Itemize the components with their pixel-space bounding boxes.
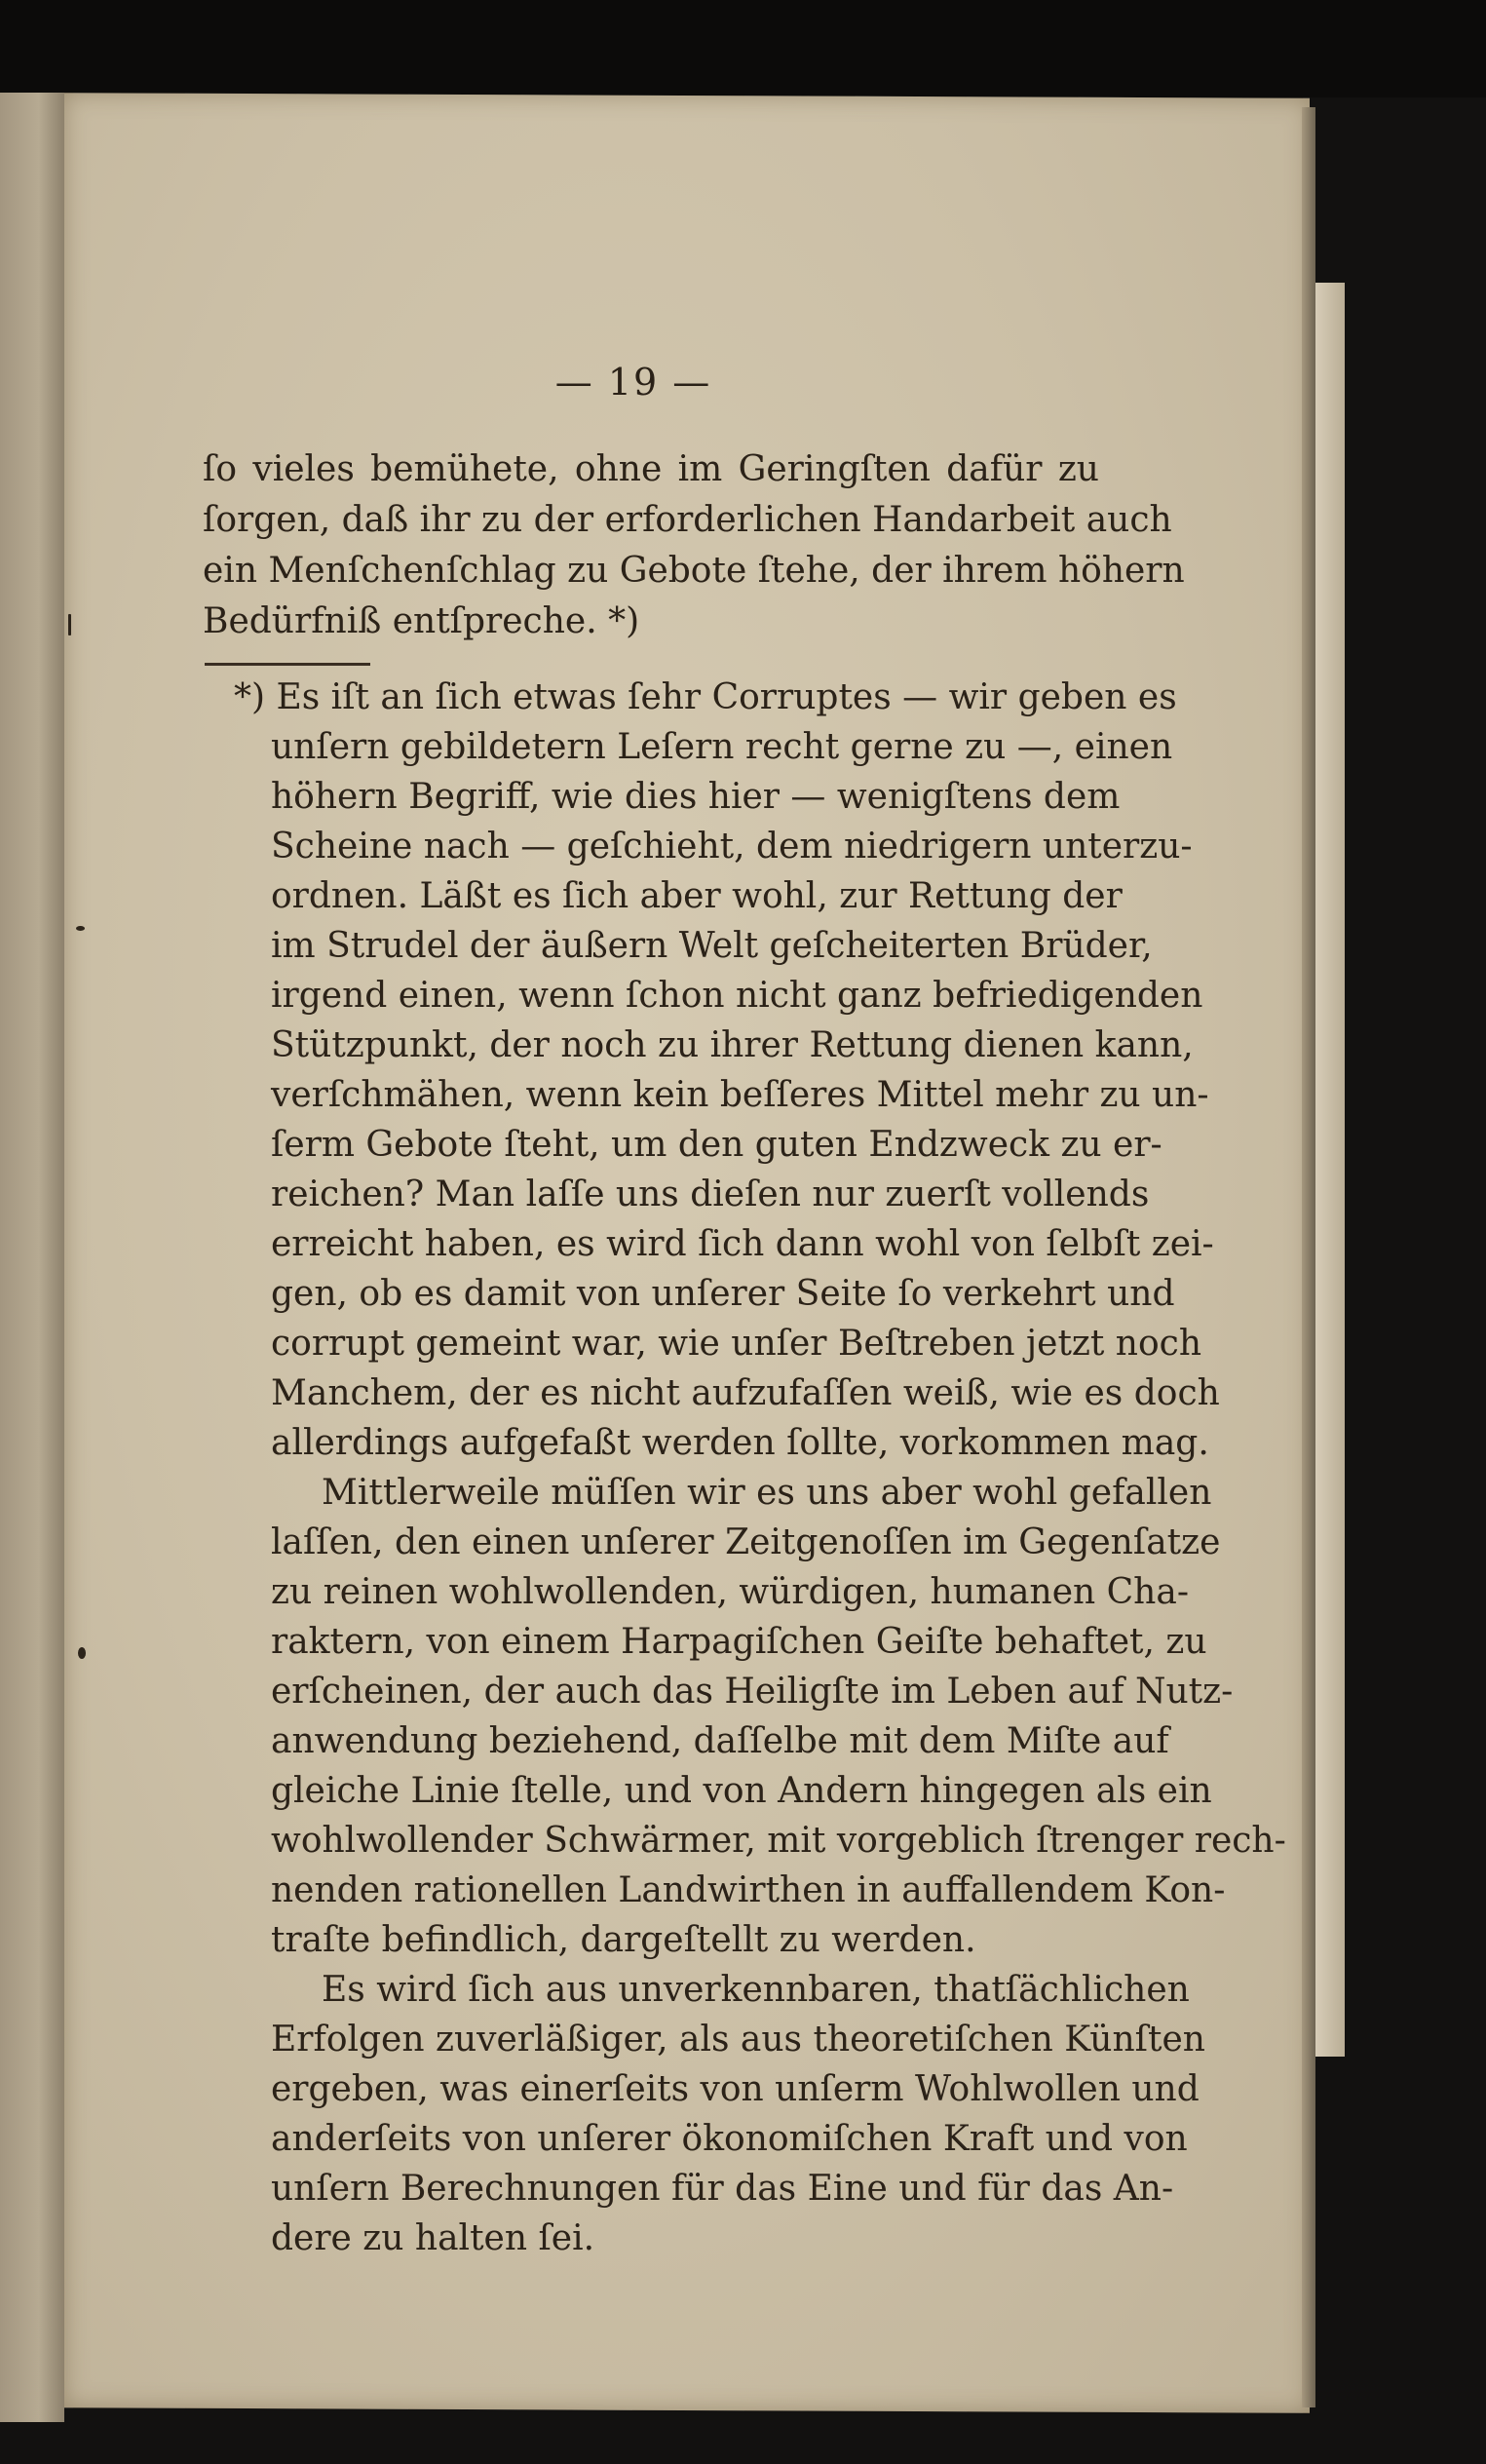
footnote-line: verſchmähen, wenn kein beſſeres Mittel mehr zu un-	[271, 1075, 1209, 1115]
footnote-line: reichen? Man laſſe uns dieſen nur zuerſt vollends	[271, 1174, 1150, 1214]
footnote-line: Manchem, der es nicht aufzufaſſen weiß, wie es doch	[271, 1373, 1220, 1413]
footnote-line: Es wird ſich aus unverkennbaren, thatſächlichen	[322, 1970, 1190, 2010]
main-text-line: ſorgen, daß ihr zu der erforderlichen Handarbeit auch	[203, 500, 1172, 540]
footnote-line: zu reinen wohlwollenden, würdigen, humanen Cha-	[271, 1572, 1189, 1612]
scan-background	[0, 0, 1486, 97]
footnote-line: *) Es iſt an ſich etwas ſehr Corruptes — wir geben es	[234, 677, 1177, 717]
footnote-line: Erfolgen zuverläßiger, als aus theoretiſchen Künſten	[271, 2020, 1205, 2060]
footnote-line: Mittlerweile müſſen wir es uns aber wohl gefallen	[322, 1473, 1212, 1513]
main-text-line: ſo vieles bemühete, ohne im Geringſten dafür zu	[203, 449, 1099, 489]
main-text-line: Bedürfniß entſpreche. *)	[203, 601, 640, 641]
footnote-line: gen, ob es damit von unſerer Seite ſo verkehrt und	[271, 1274, 1175, 1314]
footnote-line: ergeben, was einerſeits von unſerm Wohlwollen und	[271, 2069, 1200, 2109]
footnote-line: allerdings aufgefaßt werden ſollte, vorkommen mag.	[271, 1423, 1209, 1463]
footnote-line: Stützpunkt, der noch zu ihrer Rettung dienen kann,	[271, 1025, 1194, 1065]
footnote-line: anwendung beziehend, daſſelbe mit dem Miſte auf	[271, 1721, 1169, 1761]
footnote-line: ordnen. Läßt es ſich aber wohl, zur Rettung der	[271, 876, 1123, 916]
footnote-line: erſcheinen, der auch das Heiligſte im Leben auf Nutz-	[271, 1672, 1234, 1712]
facing-page-edge	[0, 93, 64, 2422]
ink-fleck	[76, 926, 85, 931]
footnote-line: corrupt gemeint war, wie unſer Beſtreben jetzt noch	[271, 1324, 1202, 1364]
footnote-line: laſſen, den einen unſerer Zeitgenoſſen im Gegenſatze	[271, 1522, 1221, 1562]
footnote-line: erreicht haben, es wird ſich dann wohl von ſelbſt zei-	[271, 1224, 1214, 1264]
footnote-line: gleiche Linie ſtelle, und von Andern hingegen als ein	[271, 1771, 1212, 1811]
footnote-line: höhern Begriff, wie dies hier — wenigſtens dem	[271, 777, 1121, 817]
footnote-rule	[205, 663, 370, 666]
page-edge-strip	[1315, 283, 1345, 2057]
footnote-line: Scheine nach — geſchieht, dem niedrigern unterzu-	[271, 827, 1193, 866]
footnote-line: ſerm Gebote ſteht, um den guten Endzweck zu er-	[271, 1125, 1162, 1165]
footnote-line: irgend einen, wenn ſchon nicht ganz befriedigenden	[271, 976, 1203, 1016]
ink-fleck	[78, 1647, 86, 1659]
ink-fleck	[68, 614, 71, 635]
footnote-line: nenden rationellen Landwirthen in auffallendem Kon-	[271, 1870, 1226, 1910]
footnote-line: traſte befindlich, dargeſtellt zu werden.	[271, 1920, 976, 1960]
footnote-line: anderſeits von unſerer ökonomiſchen Kraft und von	[271, 2119, 1188, 2159]
footnote-line: im Strudel der äußern Welt geſcheiterten Brüder,	[271, 926, 1153, 966]
footnote-line: wohlwollender Schwärmer, mit vorgeblich ſtrenger rech-	[271, 1821, 1286, 1861]
page-fore-edge	[1302, 107, 1315, 2407]
main-text-line: ein Menſchenſchlag zu Gebote ſtehe, der ihrem höhern	[203, 551, 1185, 591]
footnote-line: unſern Berechnungen für das Eine und für das An-	[271, 2169, 1174, 2209]
page-number-header: — 19 —	[554, 361, 712, 404]
footnote-line: raktern, von einem Harpagiſchen Geiſte behaftet, zu	[271, 1622, 1207, 1662]
footnote-line: unſern gebildetern Leſern recht gerne zu —, einen	[271, 727, 1173, 767]
footnote-line: dere zu halten ſei.	[271, 2218, 595, 2258]
